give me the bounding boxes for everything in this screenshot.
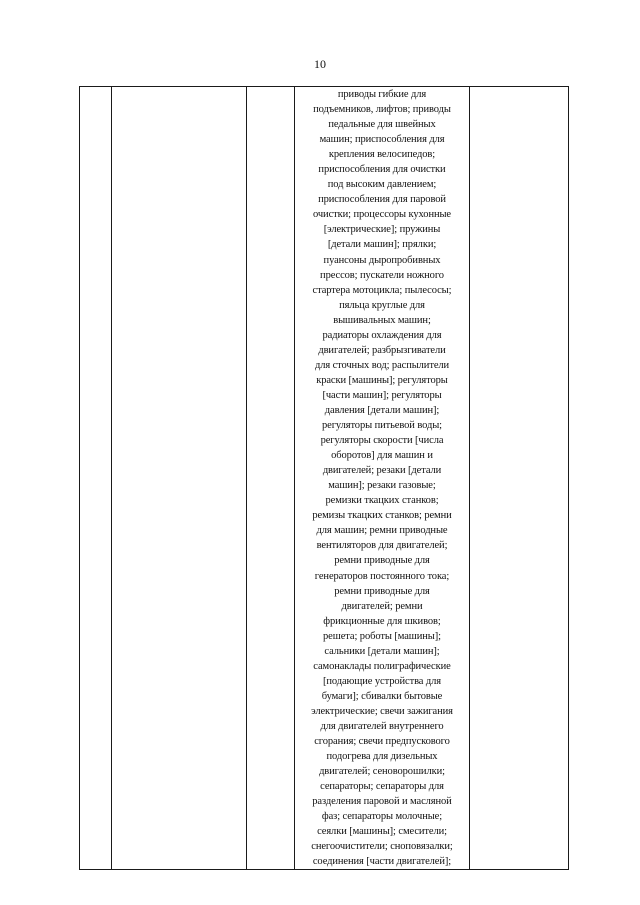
goods-line: краски [машины]; регуляторы — [316, 374, 448, 386]
goods-line: приспособления для паровой — [318, 194, 446, 206]
goods-line: пяльца круглые для — [339, 299, 425, 311]
goods-line: двигателей; ремни — [341, 600, 423, 612]
goods-line: регуляторы питьевой воды; — [321, 420, 442, 432]
goods-line: под высоким давлением; — [327, 179, 437, 191]
goods-line: фаз; сепараторы молочные; — [321, 811, 443, 823]
goods-line: сальники [детали машин]; — [324, 645, 440, 657]
goods-line: очистки; процессоры кухонные — [312, 209, 451, 221]
goods-line: стартера мотоцикла; пылесосы; — [312, 284, 452, 296]
table-cell-col-5 — [470, 87, 569, 870]
goods-line: машин; приспособления для — [319, 134, 445, 146]
goods-line: прессов; пускатели ножного — [320, 269, 444, 281]
goods-line: крепления велосипедов; — [328, 149, 436, 161]
table-cell-col-1 — [80, 87, 112, 870]
goods-line: решета; роботы [машины]; — [323, 630, 441, 642]
goods-line: электрические; свечи зажигания — [311, 705, 453, 717]
table-cell-col-3 — [247, 87, 295, 870]
goods-line: снегоочистители; сноповязалки; — [311, 841, 453, 853]
table-row — [80, 87, 569, 870]
goods-line: приспособления для очистки — [318, 164, 446, 176]
goods-line: [электрические]; пружины — [323, 224, 441, 236]
goods-line: бумаги]; сбивалки бытовые — [321, 690, 443, 702]
goods-line: пуансоны дыропробивных — [323, 254, 441, 266]
goods-line: для машин; ремни приводные — [316, 525, 448, 537]
goods-line: разделения паровой и масляной — [312, 796, 452, 808]
goods-line: радиаторы охлаждения для — [322, 329, 442, 341]
goods-line: оборотов] для машин и — [331, 450, 433, 462]
goods-line: фрикционные для шкивов; — [323, 615, 441, 627]
goods-line: [подающие устройства для — [322, 675, 441, 687]
goods-line: двигателей; сеноворошилки; — [319, 766, 445, 778]
goods-line: подогрева для дизельных — [326, 751, 438, 763]
goods-line: давления [детали машин]; — [324, 404, 440, 416]
goods-line: сеялки [машины]; смесители; — [317, 826, 447, 838]
goods-line: генераторов постоянного тока; — [314, 570, 450, 582]
page-number: 10 — [314, 57, 326, 71]
goods-line: для сточных вод; распылители — [314, 359, 450, 371]
goods-line: педальные для швейных — [328, 119, 436, 131]
goods-line: двигателей; разбрызгиватели — [318, 344, 446, 356]
goods-line: [части машин]; регуляторы — [322, 389, 442, 401]
goods-line: двигателей; резаки [детали — [322, 465, 442, 477]
table-cell-goods-list — [295, 87, 470, 870]
goods-line: [детали машин]; прялки; — [327, 239, 437, 251]
goods-table — [79, 86, 569, 870]
goods-line: самонаклады полиграфические — [313, 660, 451, 672]
goods-line: приводы гибкие для — [337, 89, 427, 100]
goods-line: регуляторы скорости [числа — [320, 435, 444, 447]
goods-line: вышивальных машин; — [333, 314, 431, 326]
goods-line: машин]; резаки газовые; — [328, 480, 436, 492]
goods-line: для двигателей внутреннего — [320, 720, 444, 732]
goods-line: ремни приводные для — [334, 585, 430, 597]
goods-line: соединения [части двигателей]; — [312, 856, 452, 868]
goods-line: вентиляторов для двигателей; — [316, 540, 448, 552]
goods-line: сепараторы; сепараторы для — [320, 781, 444, 793]
goods-line: ремизы ткацких станков; ремни — [312, 510, 452, 522]
goods-line: сгорания; свечи предпускового — [314, 736, 450, 748]
goods-line: подъемников, лифтов; приводы — [313, 104, 451, 116]
goods-line: ремни приводные для — [334, 555, 430, 567]
goods-line: ремизки ткацких станков; — [325, 495, 439, 507]
goods-list-text — [295, 87, 469, 869]
table-cell-col-2 — [112, 87, 247, 870]
